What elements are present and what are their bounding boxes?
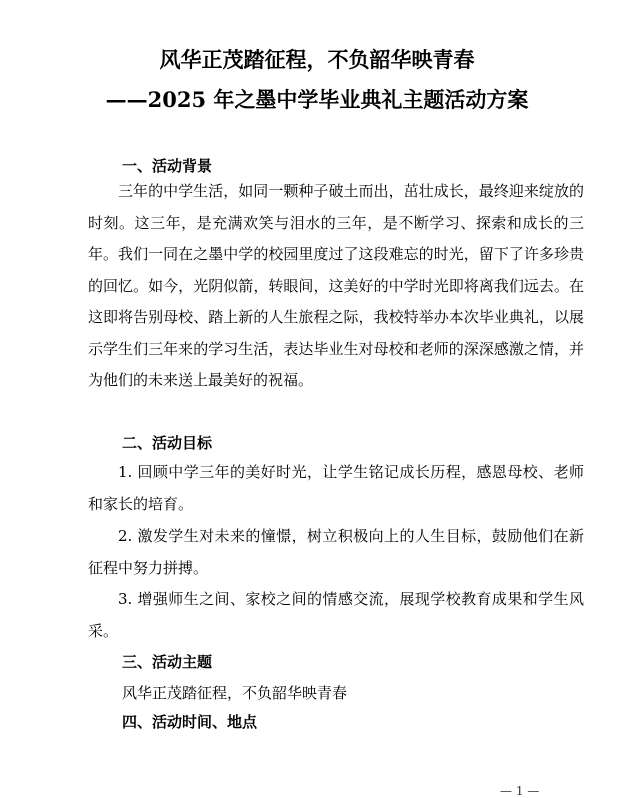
theme-text: 风华正茂踏征程，不负韶华映青春 [122,684,348,702]
section-heading-theme: 三、活动主题 [122,653,213,671]
section-heading-time-place: 四、活动时间、地点 [122,713,258,731]
document-subtitle: ——2025 年之墨中学毕业典礼主题活动方案 [105,87,529,112]
goal-item-2: 2. 激发学生对未来的憧憬，树立积极向上的人生目标，鼓励他们在新征程中努力拼搏。 [88,527,584,577]
document-title: 风华正茂踏征程，不负韶华映青春 [159,47,475,72]
page-number: — 1 — [500,784,540,798]
goal-item-3: 3. 增强师生之间、家校之间的情感交流，展现学校教育成果和学生风采。 [88,590,584,640]
background-paragraph: 三年的中学生活，如同一颗种子破土而出，茁壮成长，最终迎来绽放的时刻。这三年，是充满欢笑与泪水的三年，是不断学习、探索和成长的三年。我们一同在之墨中学的校园里度过了这段难忘的时光，留下了许多珍贵的回忆。如今，光阴似箭，转眼间，这美好的中学时光即将离我们远去。在这即将告别母校、踏上新的人生旅程之际，我校特举办本次毕业典礼，以展示学生们三年来的学习生活，表达毕业生对母校和老师的深深感激之情，并为他们的未来送上最美好的祝福。 [88,182,584,389]
section-heading-background: 一、活动背景 [122,157,213,175]
goal-item-1: 1. 回顾中学三年的美好时光，让学生铭记成长历程，感恩母校、老师和家长的培育。 [88,463,584,513]
section-heading-goals: 二、活动目标 [122,434,213,452]
